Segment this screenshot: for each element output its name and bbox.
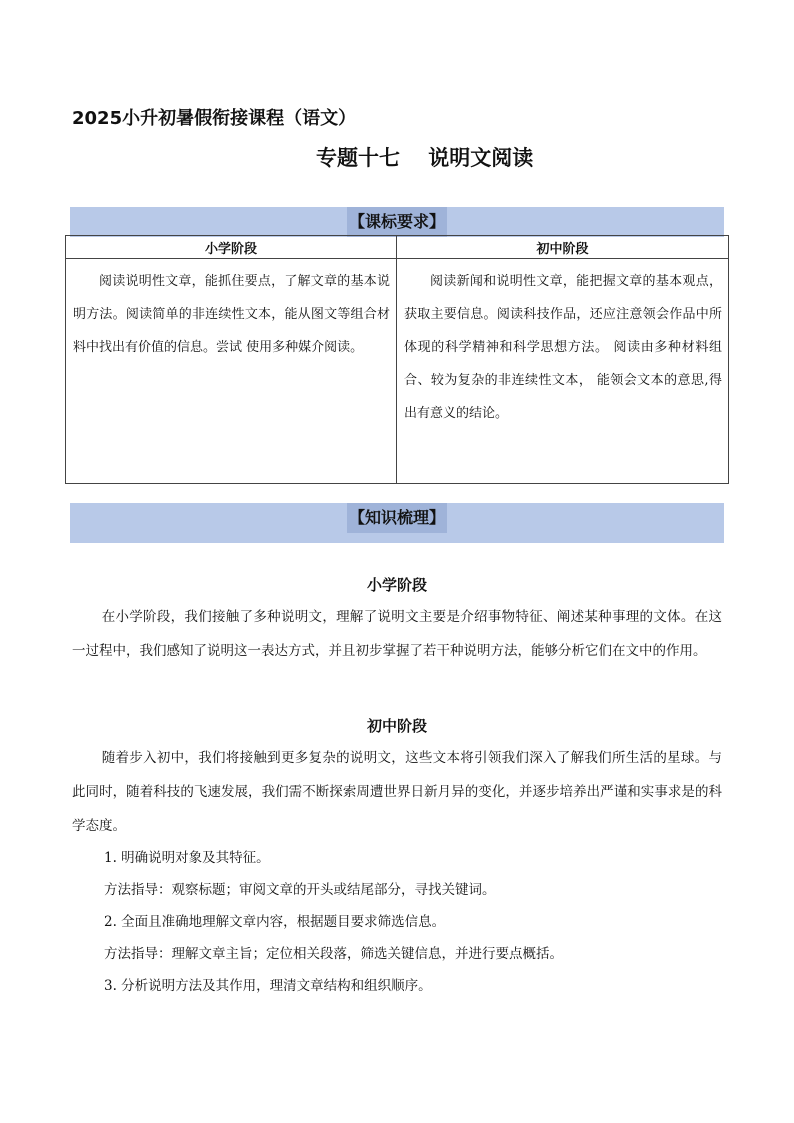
list-item: 2. 全面且准确地理解文章内容，根据题目要求筛选信息。 xyxy=(104,914,446,930)
junior-column-header: 初中阶段 xyxy=(397,236,729,259)
list-item: 1. 明确说明对象及其特征。 xyxy=(104,850,270,866)
primary-paragraph: 在小学阶段，我们接触了多种说明文，理解了说明文主要是介绍事物特征、阐述某种事理的文体。在这一过程中，我们感知了说明这一表达方式，并且初步掌握了若干种说明方法，能够分析它们在文中的作用。 xyxy=(72,609,722,659)
curriculum-band-label: 【课标要求】 xyxy=(347,207,447,237)
list-item: 方法指导：理解文章主旨；定位相关段落，筛选关键信息，并进行要点概括。 xyxy=(104,946,563,962)
curriculum-table xyxy=(65,235,729,484)
junior-requirement-cell: 阅读新闻和说明性文章，能把握文章的基本观点，获取主要信息。阅读科技作品，还应注意领会作品中所体现的科学精神和科学思想方法。 阅读由多种材料组合、较为复杂的非连续性文本， 能领会文本的意思,得出有意义的结论。 xyxy=(397,259,729,484)
list-item: 方法指导：观察标题；审阅文章的开头或结尾部分，寻找关键词。 xyxy=(104,882,496,898)
knowledge-band xyxy=(70,503,724,543)
primary-column-header: 小学阶段 xyxy=(66,236,397,259)
list-item: 3. 分析说明方法及其作用，理清文章结构和组织顺序。 xyxy=(104,978,432,994)
course-title: 2025小升初暑假衔接课程（语文） xyxy=(72,108,357,129)
junior-heading: 初中阶段 xyxy=(366,717,427,735)
knowledge-band-label: 【知识梳理】 xyxy=(347,503,447,533)
primary-requirement-cell: 阅读说明性文章，能抓住要点，了解文章的基本说明方法。阅读简单的非连续性文本，能从图文等组合材料中找出有价值的信息。尝试 使用多种媒介阅读。 xyxy=(66,259,397,484)
topic-title: 专题十七 说明文阅读 xyxy=(316,146,534,170)
primary-heading: 小学阶段 xyxy=(366,576,427,594)
junior-paragraph: 随着步入初中，我们将接触到更多复杂的说明文，这些文本将引领我们深入了解我们所生活的星球。与此同时，随着科技的飞速发展，我们需不断探索周遭世界日新月异的变化，并逐步培养出严谨和实事求是的科学态度。 xyxy=(72,750,722,834)
curriculum-band xyxy=(70,207,724,237)
